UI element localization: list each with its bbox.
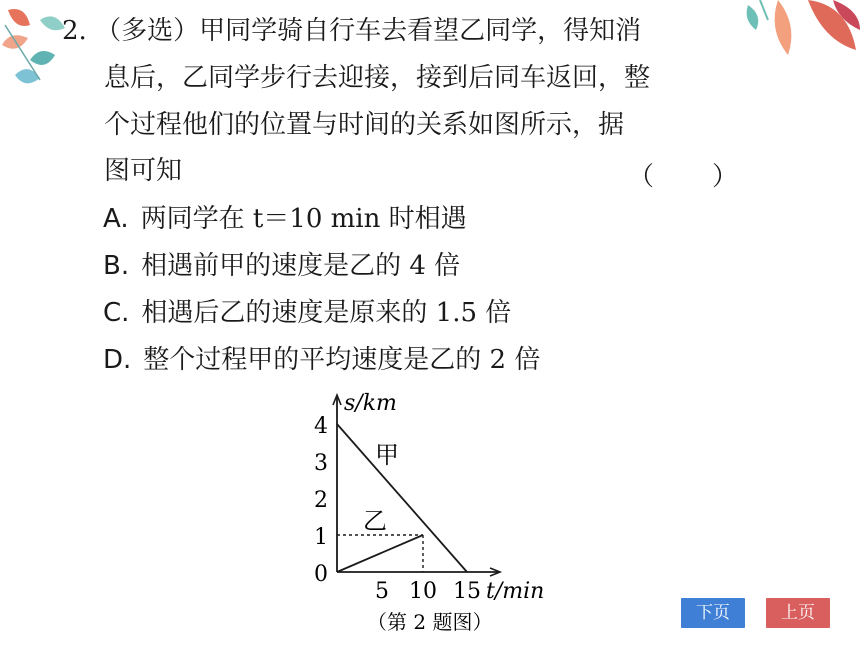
option-b-letter: B. — [103, 251, 130, 281]
position-time-graph — [300, 385, 570, 640]
option-c[interactable] — [103, 298, 511, 328]
option-d-letter: D. — [103, 345, 132, 375]
question-line-1 — [62, 16, 641, 46]
option-a-text: 两同学在 t＝10 min 时相遇 — [140, 204, 467, 234]
y-tick-1: 1 — [314, 525, 328, 550]
option-d-text: 整个过程甲的平均速度是乙的 2 倍 — [143, 345, 541, 375]
y-tick-0: 0 — [314, 562, 328, 587]
y-tick-3: 3 — [314, 451, 328, 476]
question-text-line-3: 个过程他们的位置与时间的关系如图所示，据 — [104, 110, 625, 140]
y-axis-label: s/km — [344, 391, 397, 416]
answer-paren-left: （ — [628, 162, 655, 192]
label-yi: 乙 — [363, 507, 387, 535]
line-yi — [337, 535, 423, 572]
answer-paren-right: ） — [711, 162, 738, 192]
option-c-letter: C. — [103, 298, 130, 328]
question-text-line-4: 图可知 — [104, 156, 183, 186]
y-tick-2: 2 — [314, 488, 328, 513]
y-tick-4: 4 — [314, 414, 328, 439]
option-b-text: 相遇前甲的速度是乙的 4 倍 — [141, 251, 461, 281]
x-tick-15: 15 — [453, 579, 481, 604]
question-text-line-1: （多选）甲同学骑自行车去看望乙同学，得知消 — [95, 16, 642, 46]
leaf-decoration-top-right — [738, 0, 860, 70]
x-tick-5: 5 — [375, 579, 389, 604]
option-a[interactable] — [103, 204, 467, 234]
label-jia: 甲 — [375, 441, 399, 469]
x-tick-10: 10 — [409, 579, 437, 604]
question-text-line-2: 息后，乙同学步行去迎接，接到后同车返回，整 — [104, 63, 651, 93]
option-c-text: 相遇后乙的速度是原来的 1.5 倍 — [141, 298, 512, 328]
answer-blank — [628, 156, 738, 193]
previous-page-button[interactable]: 上页 — [766, 598, 830, 628]
figure-caption: （第 2 题图） — [367, 610, 493, 634]
leaf-decoration-top-left — [0, 0, 80, 95]
option-d[interactable] — [103, 345, 540, 375]
next-page-button[interactable]: 下页 — [681, 598, 745, 628]
x-axis-label: t/min — [486, 579, 545, 604]
option-a-letter: A. — [103, 204, 129, 234]
question-number: 2. — [62, 16, 87, 46]
option-b[interactable] — [103, 251, 460, 281]
line-jia — [337, 424, 467, 572]
